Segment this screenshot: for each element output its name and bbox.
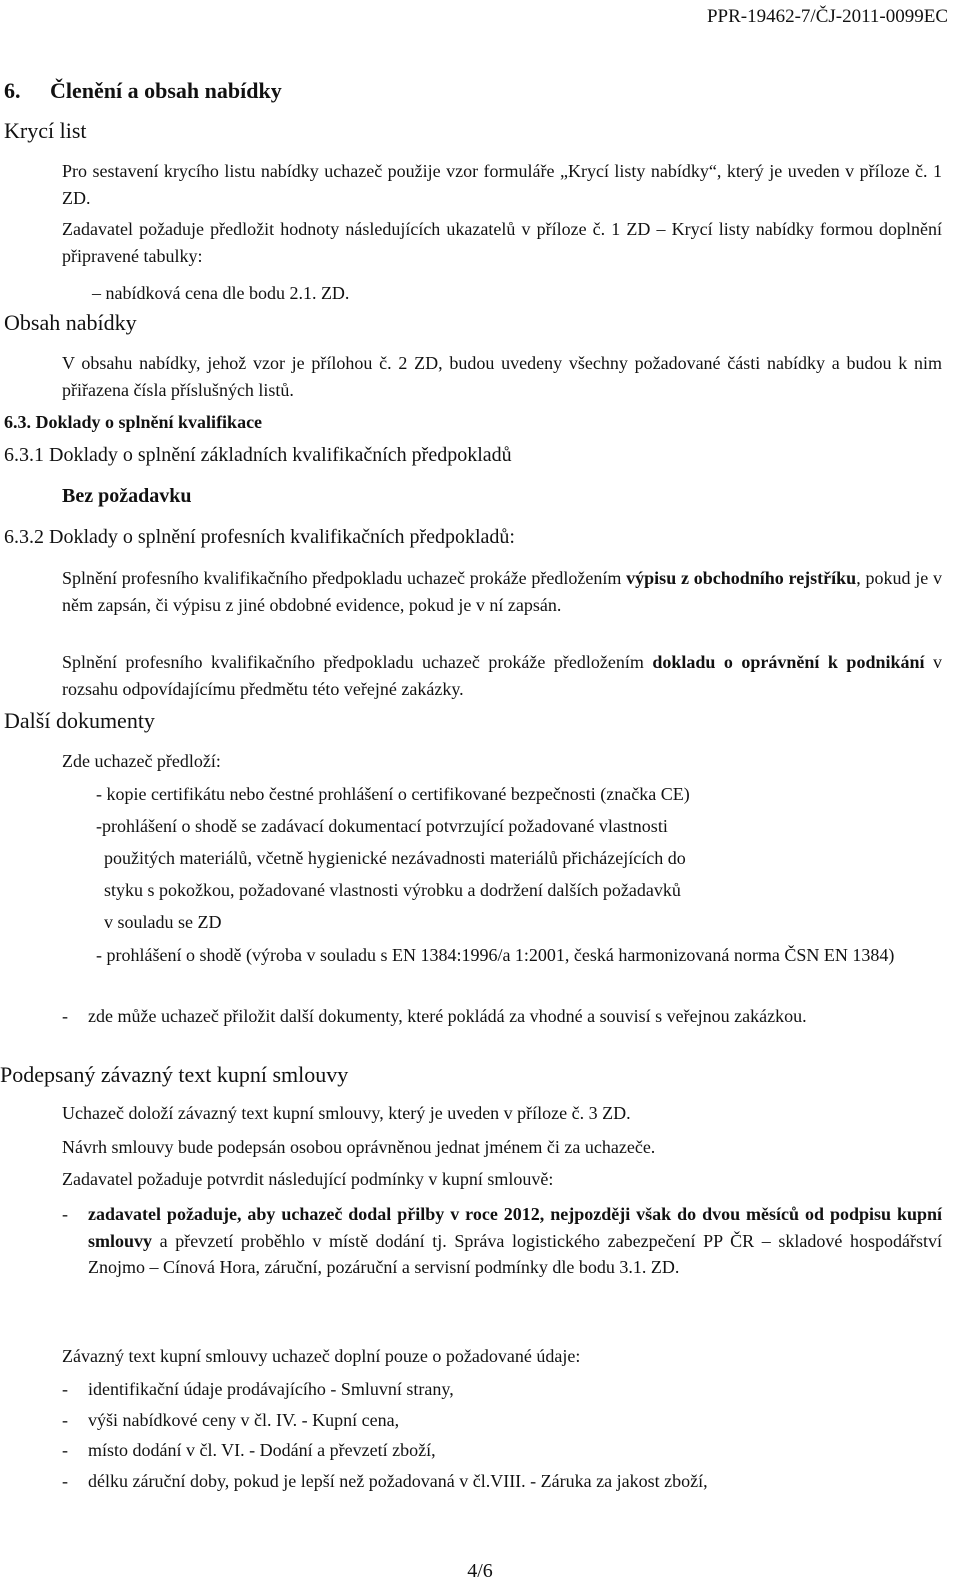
list-item (4, 1201, 942, 1281)
list-item (4, 1437, 942, 1464)
document-code: PPR-19462-7/ČJ-2011-0099EC (706, 6, 948, 27)
dalsi-line-6: - prohlášení o shodě (výroba v souladu s EN 1384:1996/a 1:2001, česká harmonizovaná norma ČSN EN 1384) (96, 945, 895, 965)
kryci-list-item: – nabídková cena dle bodu 2.1. ZD. (92, 283, 350, 303)
smlouva-paragraph-1: Uchazeč doloží závazný text kupní smlouvy, který je uveden v příloze č. 3 ZD. (62, 1103, 631, 1123)
list-item (4, 1468, 942, 1495)
dalsi-line-2: -prohlášení o shodě se zadávací dokumentací potvrzující požadované vlastnosti (96, 816, 668, 836)
section-6-heading (4, 78, 282, 104)
list-item-text: výši nabídkové ceny v čl. IV. - Kupní cena, (88, 1409, 400, 1430)
dalsi-dash-item (4, 1003, 942, 1030)
section-6-number: 6. (4, 78, 21, 103)
list-item-text: délku záruční doby, pokud je lepší než požadovaná v čl.VIII. - Záruka za jakost zboží, (88, 1470, 708, 1491)
dash-marker: - (62, 1440, 68, 1460)
list-item-text: místo dodání v čl. VI. - Dodání a převzetí zboží, (88, 1440, 436, 1460)
section-6-3-2-paragraph-1 (62, 565, 942, 618)
dash-marker: - (62, 1379, 68, 1399)
obsah-heading: Obsah nabídky (4, 310, 137, 335)
smlouva-heading: Podepsaný závazný text kupní smlouvy (0, 1062, 349, 1087)
dash-marker: - (62, 1470, 68, 1491)
smlouva-paragraph-3: Zadavatel požaduje potvrdit následující podmínky v kupní smlouvě: (62, 1169, 554, 1189)
condition-bold-text: zadavatel požaduje, aby uchazeč dodal přilby v roce 2012, nejpozději však do dvou měsíců od podpisu kupní smlouvy (88, 1204, 942, 1251)
section-6-3-heading: 6.3. Doklady o splnění kvalifikace (4, 412, 263, 432)
list-item (4, 1376, 942, 1403)
list-item (4, 1407, 942, 1434)
page-number: 4/6 (467, 1560, 493, 1582)
p2-text-c: v rozsahu odpovídajícímu předmětu této veřejné zakázky. (62, 652, 943, 699)
dash-marker: - (62, 1204, 68, 1224)
obsah-paragraph: V obsahu nabídky, jehož vzor je přílohou č. 2 ZD, budou uvedeny všechny požadované části nabídky a budou k nim přiřazena čísla příslušných listů. (62, 353, 942, 400)
kryci-list-heading: Krycí list (4, 118, 87, 143)
dalsi-line-4: styku s pokožkou, požadované vlastnosti výrobku a dodržení dalších požadavků (104, 880, 681, 900)
kryci-list-paragraph-2: Zadavatel požaduje předložit hodnoty následujících ukazatelů v příloze č. 1 ZD – Krycí listy nabídky formou doplnění připravené tabulky: (62, 219, 942, 266)
dalsi-line-1: - kopie certifikátu nebo čestné prohlášení o certifikované bezpečnosti (značka CE) (96, 784, 690, 804)
smlouva-items (4, 1376, 942, 1494)
smlouva-paragraph-2: Návrh smlouvy bude podepsán osobou oprávněnou jednat jménem či za uchazeče. (62, 1137, 656, 1157)
smlouva-condition (4, 1201, 942, 1281)
section-6-3-1-note: Bez požadavku (62, 485, 192, 507)
smlouva-paragraph-4: Závazný text kupní smlouvy uchazeč doplní pouze o požadované údaje: (62, 1346, 581, 1366)
dalsi-heading: Další dokumenty (4, 708, 155, 733)
p2-text-a: Splnění profesního kvalifikačního předpokladu uchazeč prokáže předložením (62, 652, 653, 672)
dalsi-line-5: v souladu se ZD (104, 912, 222, 932)
list-item-text: identifikační údaje prodávajícího - Smluvní strany, (88, 1379, 454, 1399)
section-6-title: Členění a obsah nabídky (50, 78, 282, 103)
dalsi-intro: Zde uchazeč předloží: (62, 751, 221, 771)
list-item-text: zde může uchazeč přiložit další dokumenty, které pokládá za vhodné a souvisí s veřejnou zakázkou. (88, 1006, 807, 1026)
section-6-3-2-heading: 6.3.2 Doklady o splnění profesních kvalifikačních předpokladů: (4, 526, 515, 548)
dash-marker: - (62, 1006, 68, 1026)
dalsi-line-3: použitých materiálů, včetně hygienické nezávadnosti materiálů přicházejících do (104, 848, 686, 868)
p1-text-c: , pokud je v něm zapsán, či výpisu z jiné obdobné evidence, pokud je v ní zapsán. (62, 568, 942, 615)
p1-text-bold: výpisu z obchodního rejstříku (626, 568, 857, 588)
section-6-3-2-paragraph-2 (62, 649, 942, 702)
dash-marker: - (62, 1409, 68, 1430)
condition-text: a převzetí proběhlo v místě dodání tj. Správa logistického zabezpečení PP ČR – skladové hospodářství Znojmo – Cínová Hora, záruční, pozáruční a servisní podmínky dle bodu 3.1. ZD. (88, 1230, 942, 1277)
kryci-list-paragraph-1: Pro sestavení krycího listu nabídky uchazeč použije vzor formuláře „Krycí listy nabídky“, který je uveden v příloze č. 1 ZD. (62, 161, 942, 208)
p1-text-a: Splnění profesního kvalifikačního předpokladu uchazeč prokáže předložením (62, 568, 627, 588)
list-item (4, 1003, 942, 1030)
section-6-3-1-heading: 6.3.1 Doklady o splnění základních kvalifikačních předpokladů (4, 444, 512, 466)
p2-text-bold: dokladu o oprávnění k podnikání (652, 652, 925, 672)
